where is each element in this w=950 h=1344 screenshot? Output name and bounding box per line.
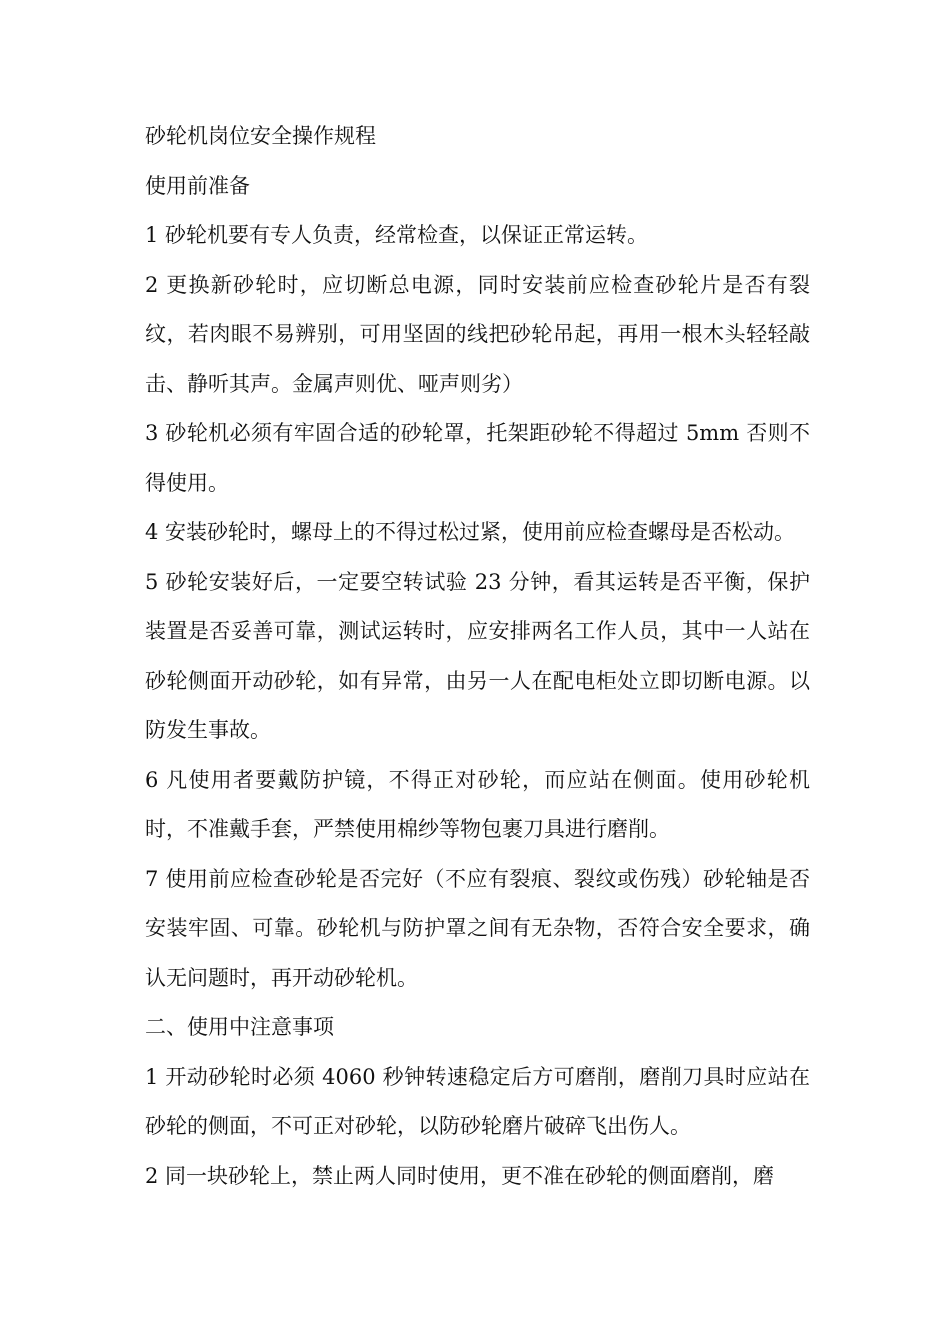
- paragraph: 1 砂轮机要有专人负责，经常检查，以保证正常运转。: [145, 223, 649, 247]
- paragraph: 2 同一块砂轮上，禁止两人同时使用，更不准在砂轮的侧面磨削，磨: [145, 1163, 775, 1188]
- paragraph: 3 砂轮机必须有牢固合适的砂轮罩，托架距砂轮不得超过 5mm 否则不得使用。: [145, 421, 810, 495]
- document-title: 砂轮机岗位安全操作规程: [145, 124, 376, 148]
- paragraph: 4 安装砂轮时，螺母上的不得过松过紧，使用前应检查螺母是否松动。: [145, 520, 796, 544]
- section-heading-preparation: 使用前准备: [145, 173, 250, 198]
- section-heading-in-use: 二、使用中注意事项: [145, 1015, 334, 1039]
- paragraph: 2 更换新砂轮时，应切断总电源，同时安装前应检查砂轮片是否有裂纹，若肉眼不易辨别，可用坚固的线把砂轮吊起，再用一根木头轻轻敲击、静听其声。金属声则优、哑声则劣）: [145, 272, 810, 396]
- paragraph: 1 开动砂轮时必须 4060 秒钟转速稳定后方可磨削，磨削刀具时应站在砂轮的侧面，不可正对砂轮，以防砂轮磨片破碎飞出伤人。: [145, 1064, 810, 1138]
- paragraph: 5 砂轮安装好后，一定要空转试验 23 分钟，看其运转是否平衡，保护装置是否妥善可靠，测试运转时，应安排两名工作人员，其中一人站在砂轮侧面开动砂轮，如有异常，由另一人在配电柜处立即切断电源。以防发生事故。: [145, 569, 810, 742]
- document-body: [145, 112, 810, 1201]
- paragraph: 6 凡使用者要戴防护镜，不得正对砂轮，而应站在侧面。使用砂轮机时，不准戴手套，严禁使用棉纱等物包裹刀具进行磨削。: [145, 767, 810, 841]
- paragraph: 7 使用前应检查砂轮是否完好（不应有裂痕、裂纹或伤残）砂轮轴是否安装牢固、可靠。砂轮机与防护罩之间有无杂物，否符合安全要求，确认无问题时，再开动砂轮机。: [145, 866, 810, 990]
